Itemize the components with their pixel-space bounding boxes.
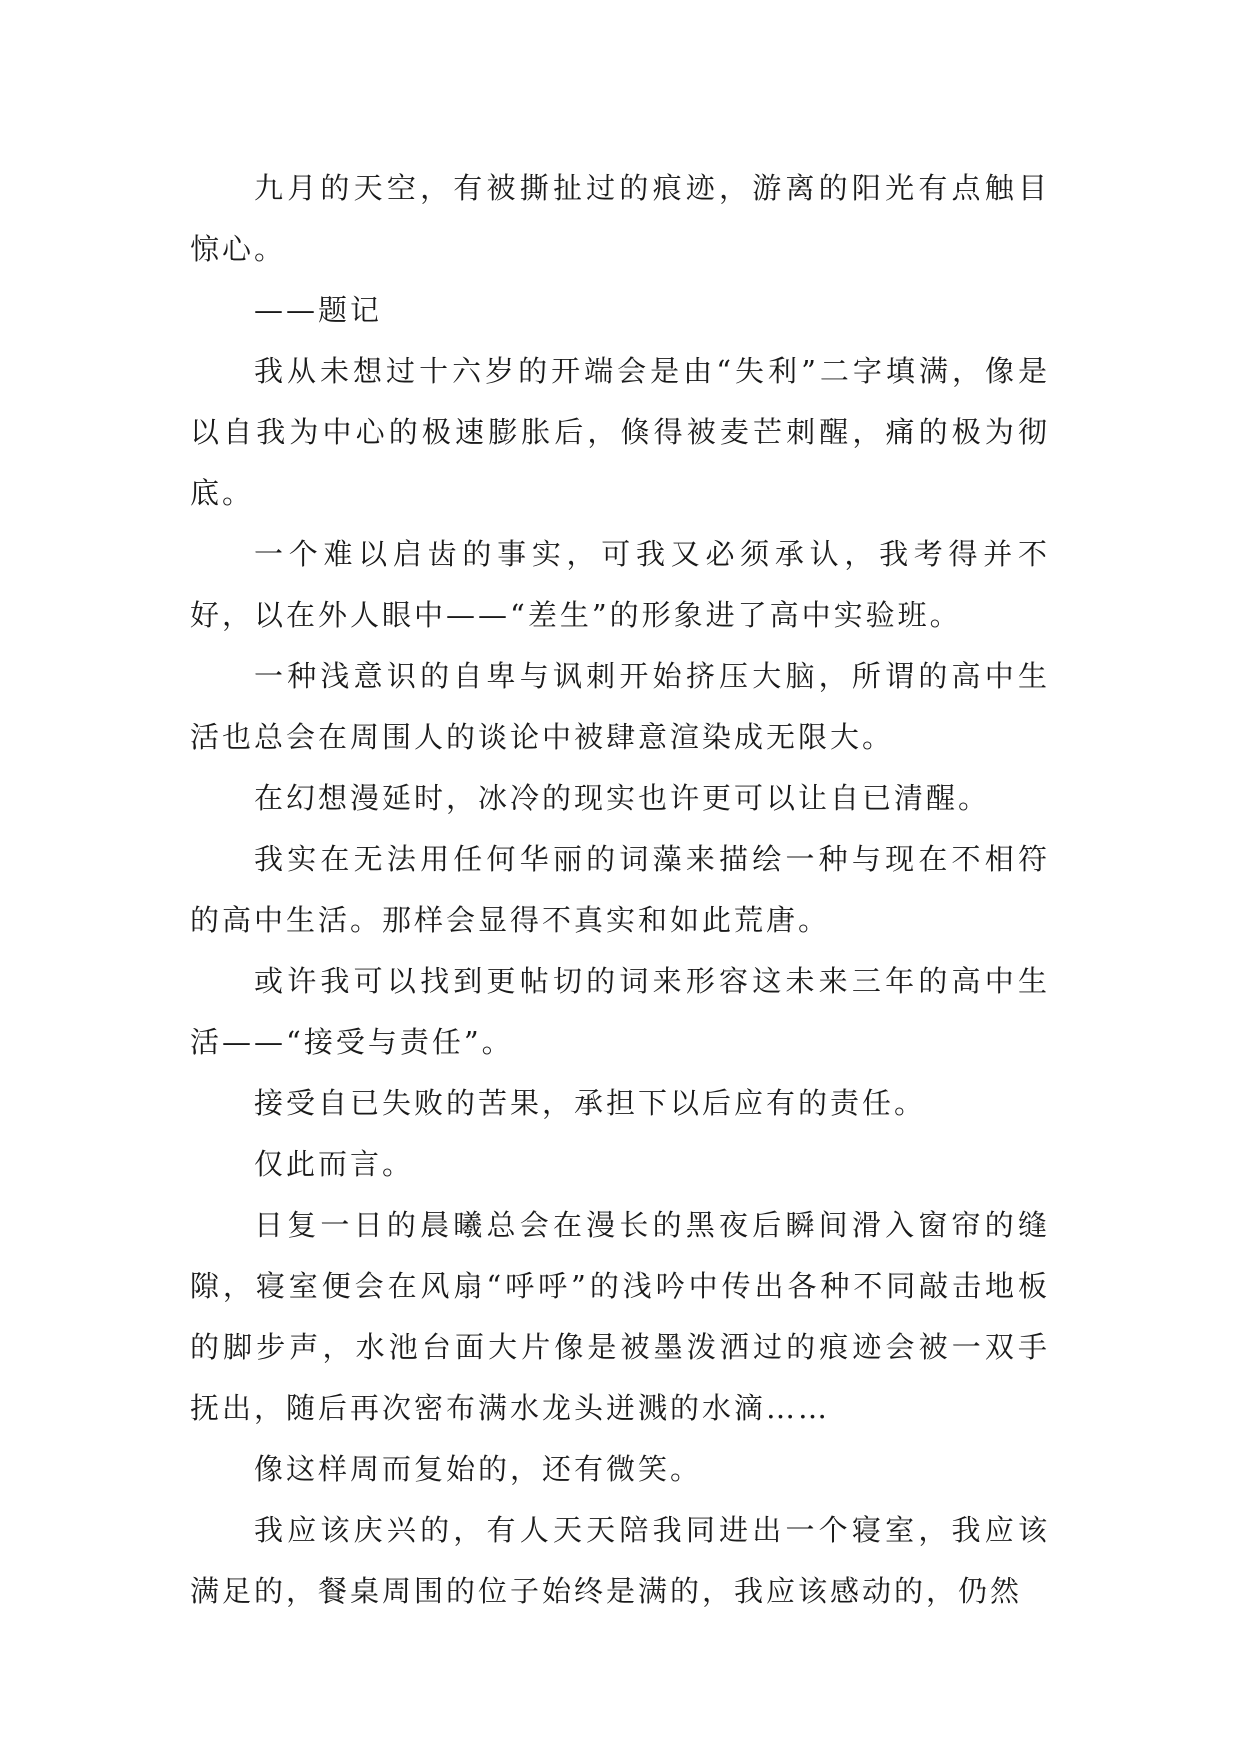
- paragraph: 像这样周而复始的，还有微笑。: [254, 1452, 703, 1486]
- paragraph: ——题记: [254, 293, 383, 327]
- paragraph: 仅此而言。: [254, 1147, 415, 1181]
- paragraph: 在幻想漫延时，冰冷的现实也许更可以让自已清醒。: [254, 781, 991, 815]
- paragraph: 一种浅意识的自卑与讽刺开始挤压大脑，所谓的高中生活也总会在周围人的谈论中被肆意渲染成无限大。: [190, 659, 1050, 754]
- paragraph: 我实在无法用任何华丽的词藻来描绘一种与现在不相符的高中生活。那样会显得不真实和如此荒唐。: [190, 842, 1050, 937]
- paragraph: 九月的天空，有被撕扯过的痕迹，游离的阳光有点触目惊心。: [190, 171, 1050, 266]
- paragraph: 一个难以启齿的事实，可我又必须承认，我考得并不好，以在外人眼中——“差生”的形象进了高中实验班。: [190, 537, 1050, 632]
- document-body: [190, 158, 1050, 1622]
- paragraph: 接受自已失败的苦果，承担下以后应有的责任。: [254, 1086, 927, 1120]
- paragraph: 或许我可以找到更帖切的词来形容这未来三年的高中生活——“接受与责任”。: [190, 964, 1050, 1059]
- paragraph: 日复一日的晨曦总会在漫长的黑夜后瞬间滑入窗帘的缝隙，寝室便会在风扇“呼呼”的浅吟中传出各种不同敲击地板的脚步声，水池台面大片像是被墨泼洒过的痕迹会被一双手抚出，随后再次密布满水龙头迸溅的水滴……: [190, 1208, 1050, 1425]
- paragraph: 我从未想过十六岁的开端会是由“失利”二字填满，像是以自我为中心的极速膨胀后，倏得被麦芒刺醒，痛的极为彻底。: [190, 354, 1050, 510]
- paragraph: 我应该庆兴的，有人天天陪我同进出一个寝室，我应该满足的，餐桌周围的位子始终是满的，我应该感动的，仍然: [190, 1513, 1050, 1608]
